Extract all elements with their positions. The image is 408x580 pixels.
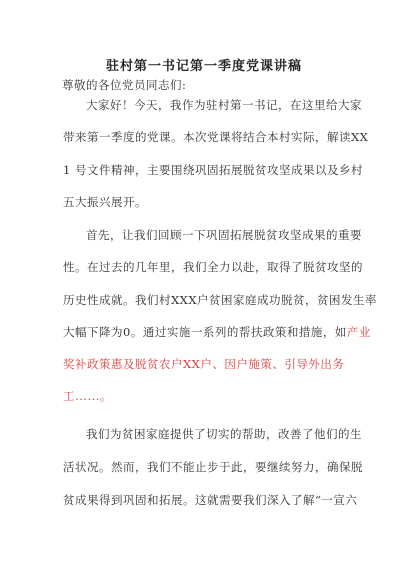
paragraph-line: 我们为贫困家庭提供了切实的帮助，改善了他们的生	[86, 427, 362, 441]
highlighted-line: 奖补政策惠及脱贫农户XX户、因户施策、引导外出务	[63, 357, 345, 371]
highlighted-text: 产业	[346, 325, 371, 339]
salutation: 尊敬的各位党员同志们:	[62, 78, 187, 92]
document-title: 驻村第一书记第一季度党课讲稿	[105, 59, 302, 74]
paragraph-line: 性。在过去的几年里，我们全力以赴，取得了脱贫攻坚的	[63, 260, 363, 274]
paragraph-line-mixed	[63, 325, 371, 339]
paragraph-line: 1 号文件精神，主要围绕巩固拓展脱贫攻坚成果以及乡村	[63, 163, 363, 177]
paragraph-line: 带来第一季度的党课。本次党课将结合本村实际，解读XX	[63, 130, 369, 144]
paragraph-line: 五大振兴展开。	[63, 195, 147, 209]
paragraph-line: 活状况。然而，我们不能止步于此，要继续努力，确保脱	[63, 460, 363, 474]
paragraph-text: 大幅下降为0。通过实施一系列的帮扶政策和措施，如	[63, 325, 347, 339]
paragraph-line: 历史性成就。我们村XXX户贫困家庭成功脱贫，贫困发生率	[63, 293, 378, 307]
paragraph-line: 首先，让我们回顾一下巩固拓展脱贫攻坚成果的重要	[86, 228, 362, 242]
highlighted-line: 工......。	[63, 389, 112, 403]
paragraph-line: 大家好！今天，我作为驻村第一书记，在这里给大家	[86, 98, 362, 112]
paragraph-line: 贫成果得到巩固和拓展。这就需要我们深入了解“一宣六	[63, 493, 358, 507]
